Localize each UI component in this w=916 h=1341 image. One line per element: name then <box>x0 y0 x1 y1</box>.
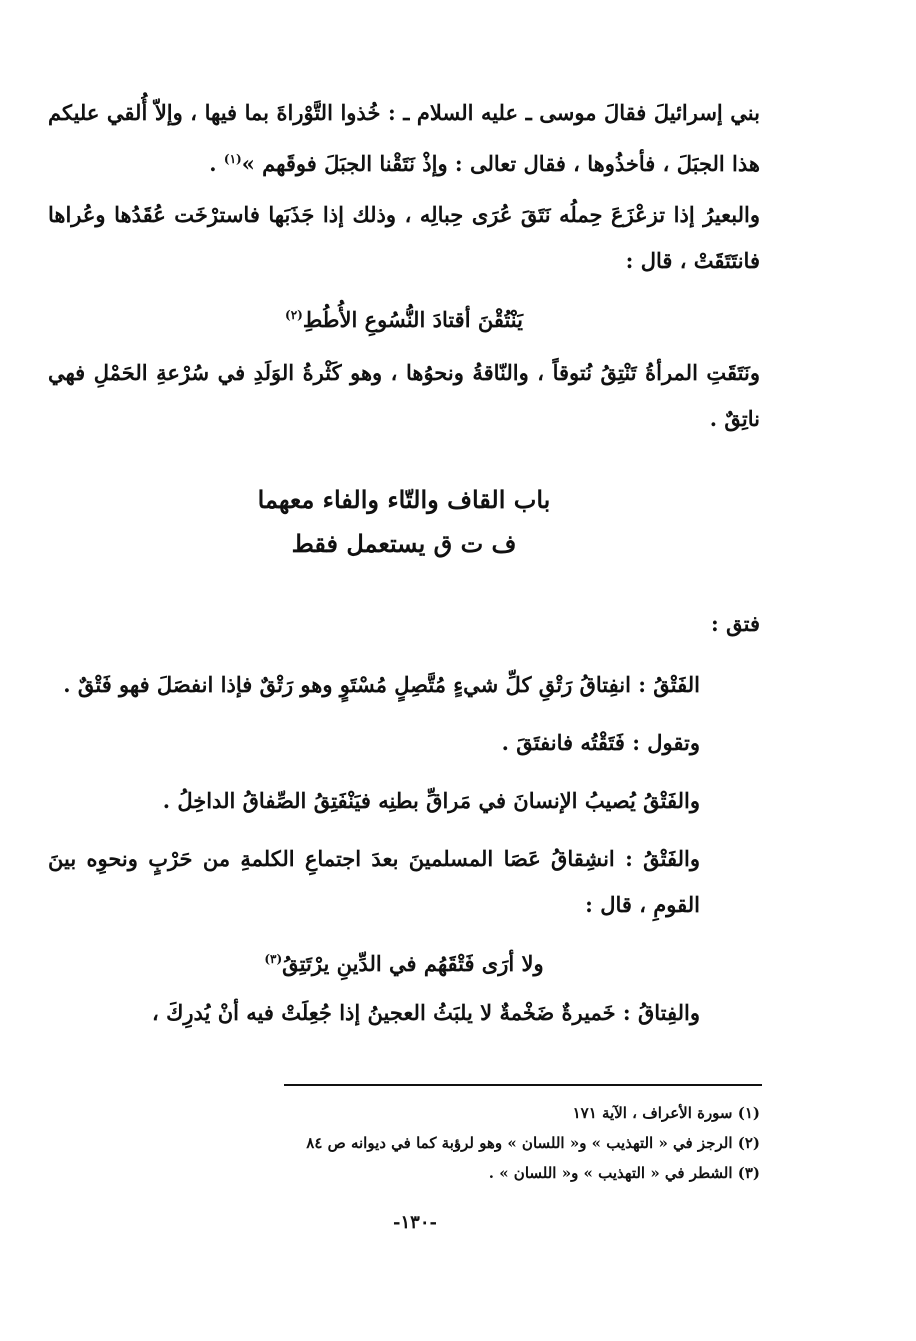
chapter-title-line-1: باب القاف والتّاء والفاء معهما <box>257 485 551 514</box>
chapter-title-line-2: ف ت ق يستعمل فقط <box>291 529 517 558</box>
entry-line-2: وتقول : فَتَقْتُه فانفتَقَ . <box>501 730 700 755</box>
verse-1-text: يَنْتُقْنَ أقتادَ النُّسُوعِ الأُطُطِ <box>302 307 523 332</box>
footnote-divider <box>284 1084 762 1086</box>
footnote-ref-3: (٣) <box>264 952 283 966</box>
body-paragraph-2: والبعيرُ إذا تزعْزَعَ حِملُه نَتَقَ عُرَى حِبالِه ، وذلك إذا جَذَبَها فاسترْخَت عُقَدُها وعُراها فانتَتَقَتْ ، قال : <box>48 202 760 273</box>
body-paragraph-1-text: بني إسرائيلَ فقالَ موسى ـ عليه السلام ـ : خُذوا التَّوْراةَ بما فيها ، وإلاّ أُلقي عليكم هذا الجبَلَ ، فأخذُوها ، فقال تعالى : وإذْ نَتَقْنا الجبَلَ فوقَهم » <box>48 100 760 176</box>
verse-1 <box>48 292 760 343</box>
footnote-ref-1: (١) <box>223 152 242 166</box>
page-number: -١٣٠- <box>393 1212 437 1233</box>
body-paragraph-3: ونَتَقَتِ المرأةُ تَنْتِقُ نُتوقاً ، والنّاقةُ ونحوُها ، وهو كَثْرةُ الوَلَدِ في سُرْعةِ الحَمْلِ فهي ناتِقٌ . <box>48 360 760 431</box>
verse-2-text: ولا أرَى فَتْقَهُم في الدِّينِ يرْتَتِقُ <box>282 951 544 976</box>
footnote-ref-2: (٢) <box>285 308 303 322</box>
entry-label: فتق : <box>711 611 760 636</box>
footnote-3: (٣) الشطر في « التهذيب » و« اللسان » . <box>488 1164 760 1182</box>
entry-line-1: الفَتْقُ : انفِتاقُ رَتْقِ كلِّ شيءٍ مُتَّصِلٍ مُسْتَوٍ وهو رَتْقٌ فإذا انفصَلَ فهو فَتْقٌ . <box>63 672 700 697</box>
footnotes <box>240 1098 760 1188</box>
footnote-1: (١) سورة الأعراف ، الآية ١٧١ <box>572 1104 760 1122</box>
entry-line-3: والفَتْقُ يُصيبُ الإنسانَ في مَراقِّ بطنِه فيَنْفَتِقُ الصِّفاقُ الداخِلُ . <box>162 788 700 813</box>
verse-2 <box>48 936 760 987</box>
entry-line-5: والفِتاقُ : خَميرةٌ ضَخْمةٌ لا يلبَثُ العجينُ إذا جُعِلَتْ فيه أنْ يُدرِكَ ، <box>151 1000 700 1025</box>
body-paragraph-1-end: . <box>209 151 224 176</box>
body-paragraph-1 <box>48 90 760 187</box>
entry-line-4: والفَتْقُ : انشِقاقُ عَصَا المسلمينَ بعدَ اجتماعِ الكلمةِ من حَرْبٍ ونحوِه بينَ القومِ ، قال : <box>48 846 700 917</box>
footnote-2: (٢) الرجز في « التهذيب » و« اللسان » وهو لرؤبة كما في ديوانه ص ٨٤ <box>306 1134 760 1152</box>
chapter-heading <box>48 478 760 566</box>
